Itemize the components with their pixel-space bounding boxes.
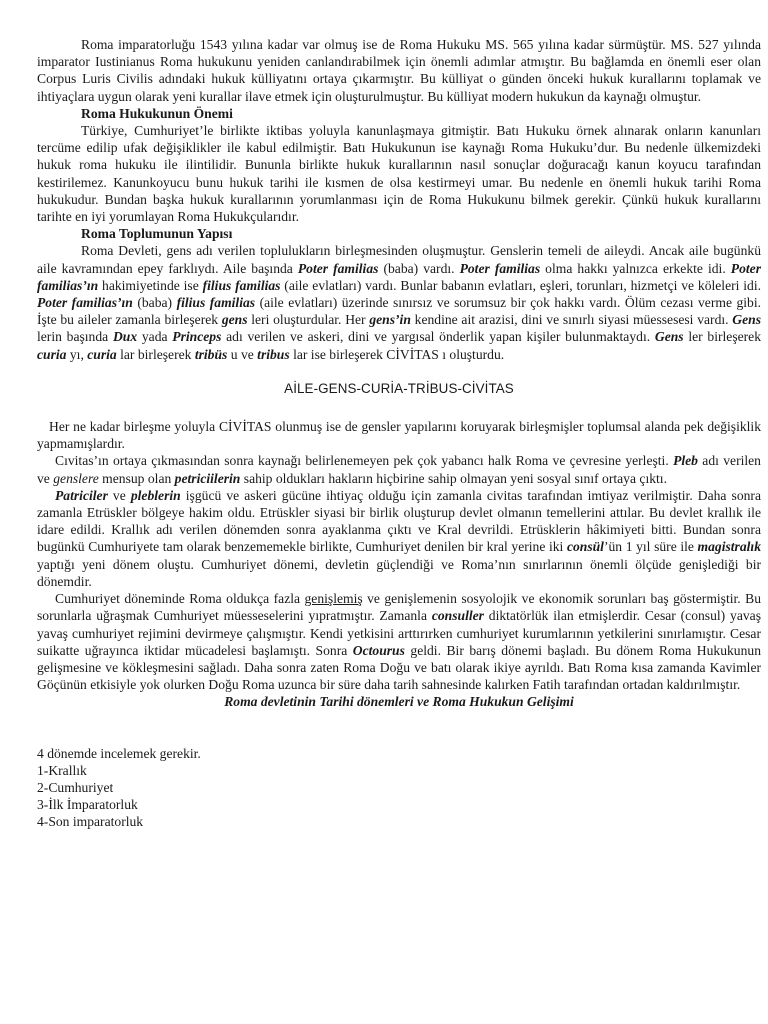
document-page xyxy=(37,36,761,831)
heading-roma-toplumunun-yapisi: Roma Toplumunun Yapısı xyxy=(81,226,233,242)
civitas-paragraph: Her ne kadar birleşme yoluyla CİVİTAS olunmuş ise de gensler yapılarını koruyarak birleşmişler toplumsal alanda pek değişiklik yapmamışlardır. xyxy=(37,419,761,452)
republic-paragraph: Patriciler ve pleblerin işgücü ve askeri gücüne ihtiyaç olduğu için zamanla civitas tarafından imtiyaz verilmiştir. Daha sonra zamanla Etrüskler bölgeye hakim oldu. Etrüskler siyasi bir birlik oluşturup devlet olmanın temellerini attılar. Bu devlet krallık ile idare edildi. Krallık adı verilen dönemden sonra ayaklanma çıktı ve Kral devrildi. Etrüsklerin hâkimiyeti bitti. Bundan sonra bugünkü Cumhuriyete tam olarak benzememekle birlikte, Cumhuriyet denilen bir kral yerine iki consül’ün 1 yıl süre ile magistralık yaptığı yeni dönem oluştu. Cumhuriyet dönemi, devletin güçlendiği ve Roma’nın sınırlarının önemli ölçüde genişlediği bir dönemdir. xyxy=(37,487,761,589)
list-item: 1-Krallık xyxy=(37,762,87,778)
list-item: 4-Son imparatorluk xyxy=(37,814,144,830)
expansion-paragraph: Cumhuriyet döneminde Roma oldukça fazla genişlemiş ve genişlemenin sosyolojik ve ekonomik sorunları baş göstermiştir. Bu sorunlarla uğraşmak Cumhuriyet müesseselerini yıpratmıştır. Zamanla consuller diktatörlük ilan etmişlerdir. Cesar (consul) yavaş yavaş cumhuriyet rejimini devirmeye çalışmıştır. Kendi yetkisini arttırırken cumhuriyet kurumlarının yetkilerini sınırlamıştır. Cesar suikatte uğrayınca iktidar mücadelesi başlamıştı. Sonra Octourus geldi. Bir barış dönemi başladı. Bu dönem Roma Hukukunun gelişmesine ve kökleşmesini sağladı. Daha sonra zaten Roma Doğu ve batı olarak ikiye ayrıldı. Batı Roma kısa zamanda Kavimler Göçünün etkisiyle yok olurken Doğu Roma uzunca bir süre daha tarih sahnesinde kalırken Fatih tarafından ortadan kaldırılmıştır. xyxy=(37,591,761,693)
pleb-paragraph: Cıvitas’ın ortaya çıkmasından sonra kaynağı belirlenemeyen pek çok yabancı halk Roma ve çevresine yerleşti. Pleb adı verilen ve genslere mensup olan petriciilerin sahip oldukları hakların hiçbirine sahip olmayan yeni sosyal sınıf ortaya çıktı. xyxy=(37,453,761,486)
importance-paragraph: Türkiye, Cumhuriyet’le birlikte iktibas yoluyla kanunlaşmaya gitmiştir. Batı Hukuku örnek alınarak onların kanunları tercüme edilip ufak değişiklikler ile kabul edilmiştir. Batı Hukukunun ise kaynağı Roma Hukuku’dur. Bu nedenle ülkemizdeki hukuk roma hukuku ile ilintilidir. Bununla birlikte hukuk kurallarının nasıl sonuçlar doğuracağı kanun koyucu tarafından kestirilemez. Kanunkoyucu bunu hukuk tarihi ile kısmen de olsa kestirmeyi umar. Bu nedenle en önemli hukuk tarihi Roma hukukudur. Bundan başka hukuk kurallarının yorumlanması için de Roma Hukukunu bilmek gerekir. Çünkü hukuk kurallarını tarihte en iyi yorumlayan Roma Hukukçularıdır. xyxy=(37,123,761,225)
periods-title: Roma devletinin Tarihi dönemleri ve Roma Hukukun Gelişimi xyxy=(224,694,574,710)
society-paragraph: Roma Devleti, gens adı verilen toplulukların birleşmesinden oluşmuştur. Genslerin temeli de aileydi. Ancak aile bugünkü aile kavramından epey farklıydı. Aile başında Poter familias (baba) vardı. Poter familias olma hakkı yalnızca erkekte idi. Poter familias’ın hakimiyetinde ise filius familias (aile evlatları) vardı. Bunlar babanın evlatları, eşleri, torunları, hizmetçi ve köleleri idi. Poter familias’ın (baba) filius familias (aile evlatları) üzerinde sınırsız ve sorumsuz bir çok hakkı vardı. Ölüm cezası verme gibi. İşte bu aileler zamanla birleşerek gens leri oluşturdular. Her gens’in kendine ait arazisi, dini ve sınırlı siyasi müessesesi vardı. Gens lerin başında Dux yada Princeps adı verilen ve askeri, dini ve yargısal önderlik yapan kişiler bulunmaktaydı. Gens ler birleşerek curia yı, curia lar birleşerek tribüs u ve tribus lar ise birleşerek CİVİTAS ı oluşturdu. xyxy=(37,243,762,362)
spacer xyxy=(37,711,761,745)
list-item: 3-İlk İmparatorluk xyxy=(37,797,138,813)
hierarchy-banner: AİLE-GENS-CURİA-TRİBUS-CİVİTAS xyxy=(284,380,514,396)
intro-paragraph: Roma imparatorluğu 1543 yılına kadar var olmuş ise de Roma Hukuku MS. 565 yılına kadar sürmüştür. MS. 527 yılında imparator Iustinianus Roma hukukunu yeniden canlandırabilmek için önemli adımlar atmıştır. Bu bağlamda en önemli eser olan Corpus Luris Civilis adındaki hukuk külliyatını ortaya çıkarmıştır. Bu külliyat o günden önceki hukuk kurallarını toplamak ve ihtiyaçlara uygun olarak yeni kurallar ilave etmek için oluşturulmuştur. Bu külliyat modern hukukun da kaynağı olmuştur. xyxy=(37,37,761,104)
heading-roma-hukukunun-onemi: Roma Hukukunun Önemi xyxy=(81,105,233,121)
periods-intro: 4 dönemde incelemek gerekir. xyxy=(37,745,201,761)
list-item: 2-Cumhuriyet xyxy=(37,779,114,795)
